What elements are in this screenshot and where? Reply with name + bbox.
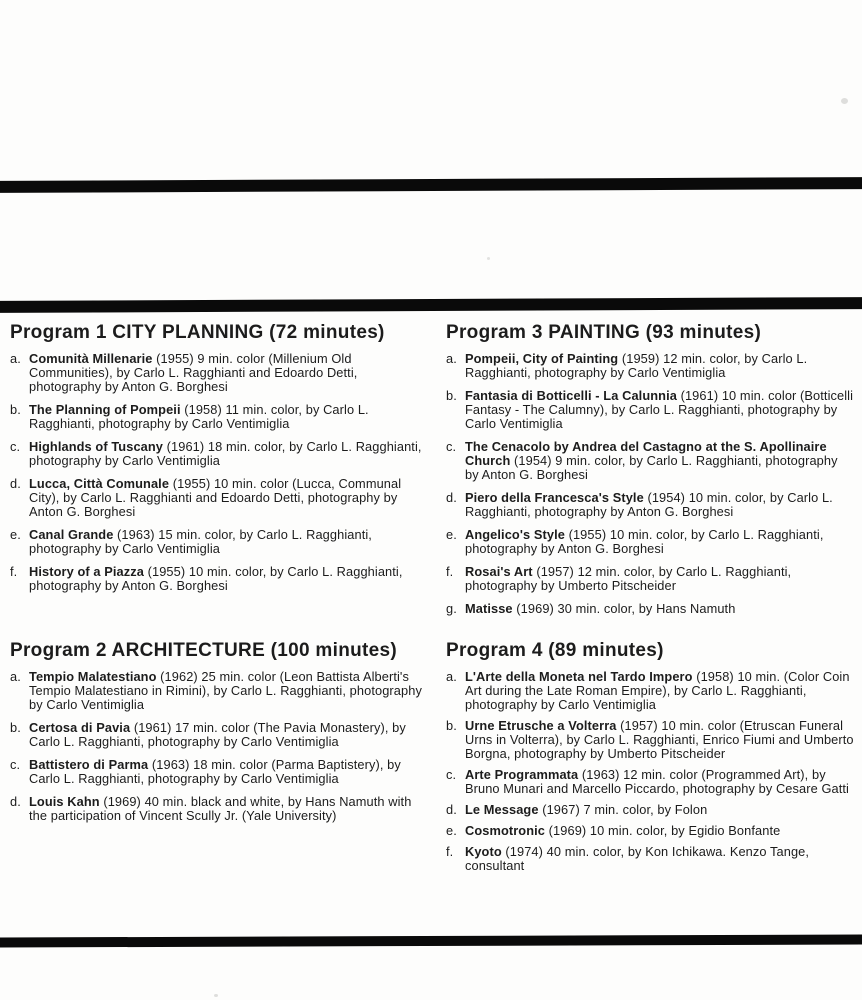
film-entry (446, 352, 854, 380)
film-details: (1958) 11 min. color, by Carlo L. Ragghianti, photography by Carlo Ventimiglia (29, 402, 369, 431)
film-entry (10, 528, 422, 556)
film-title: Arte Programmata (465, 767, 579, 782)
film-title: History of a Piazza (29, 564, 144, 579)
program-1-section (10, 322, 422, 593)
film-entry (10, 352, 422, 394)
film-letter: c. (10, 439, 21, 454)
film-letter: f. (446, 564, 454, 579)
film-letter: d. (446, 802, 457, 817)
film-letter: a. (446, 669, 457, 684)
film-entry (10, 721, 422, 749)
scan-artifact (214, 994, 218, 997)
film-title: Urne Etrusche a Volterra (465, 718, 617, 733)
film-letter: d. (446, 490, 457, 505)
film-details: (1955) 10 min. color (Lucca, Communal City), by Carlo L. Ragghianti and Edoardo Detti, photography by Anton G. Borghesi (29, 476, 402, 519)
film-title: Canal Grande (29, 527, 114, 542)
film-title: Angelico's Style (465, 527, 565, 542)
film-letter: b. (446, 718, 457, 733)
film-title: Louis Kahn (29, 794, 100, 809)
film-entry (446, 803, 854, 817)
horizontal-rule-bottom (0, 934, 862, 947)
film-title: Highlands of Tuscany (29, 439, 164, 454)
film-details: (1958) 10 min. (Color Coin Art during the Late Roman Empire), by Carlo L. Ragghianti, photography by Carlo Ventimiglia (465, 669, 850, 712)
program-2-section (10, 640, 422, 823)
film-entry (446, 440, 854, 482)
film-title: Pompeii, City of Painting (465, 351, 619, 366)
film-letter: e. (446, 527, 457, 542)
horizontal-rule-middle (0, 297, 862, 313)
film-entry (446, 528, 854, 556)
film-title: L'Arte della Moneta nel Tardo Impero (465, 669, 693, 684)
film-entry (446, 670, 854, 712)
film-entry (10, 795, 422, 823)
program-1-heading: Program 1 CITY PLANNING (72 minutes) (10, 322, 385, 343)
film-entry (10, 565, 422, 593)
program-4-section (446, 640, 854, 880)
film-title: Kyoto (465, 844, 502, 859)
film-title: Piero della Francesca's Style (465, 490, 644, 505)
film-details: (1961) 17 min. color (The Pavia Monastery), by Carlo L. Ragghianti, photography by Carlo Ventimiglia (29, 720, 406, 749)
film-title: Battistero di Parma (29, 757, 149, 772)
film-letter: e. (10, 527, 21, 542)
film-letter: d. (10, 794, 21, 809)
film-letter: a. (446, 351, 457, 366)
film-letter: b. (10, 720, 21, 735)
film-letter: f. (446, 844, 454, 859)
film-details: (1955) 9 min. color (Millenium Old Communities), by Carlo L. Ragghianti and Edoardo Detti, photography by Anton G. Borghesi (29, 351, 358, 394)
film-title: Matisse (465, 601, 513, 616)
film-details: (1974) 40 min. color, by Kon Ichikawa. Kenzo Tange, consultant (465, 844, 810, 873)
film-letter: f. (10, 564, 18, 579)
film-title: Comunità Millenarie (29, 351, 153, 366)
film-letter: c. (446, 439, 457, 454)
film-details: (1962) 25 min. color (Leon Battista Alberti's Tempio Malatestiano in Rimini), by Carlo L. Ragghianti, photography by Carlo Ventimiglia (29, 669, 422, 712)
film-title: The Planning of Pompeii (29, 402, 181, 417)
film-letter: g. (446, 601, 457, 616)
horizontal-rule-top (0, 177, 862, 193)
film-letter: b. (10, 402, 21, 417)
film-details: (1969) 10 min. color, by Egidio Bonfante (545, 823, 781, 838)
film-details: (1963) 15 min. color, by Carlo L. Ragghianti, photography by Carlo Ventimiglia (29, 527, 372, 556)
film-title: Lucca, Città Comunale (29, 476, 170, 491)
film-details: (1961) 18 min. color, by Carlo L. Ragghianti, photography by Carlo Ventimiglia (29, 439, 422, 468)
film-details: (1961) 10 min. color (Botticelli Fantasy - The Calumny), by Carlo L. Ragghianti, photography by Carlo Ventimiglia (465, 388, 854, 431)
film-entry (446, 491, 854, 519)
scan-artifact (841, 98, 848, 104)
film-title: Certosa di Pavia (29, 720, 131, 735)
film-details: (1969) 30 min. color, by Hans Namuth (512, 601, 736, 616)
film-letter: c. (10, 757, 21, 772)
film-entry (446, 565, 854, 593)
film-title: Rosai's Art (465, 564, 533, 579)
film-title: Fantasia di Botticelli - La Calunnia (465, 388, 677, 403)
film-title: Cosmotronic (465, 823, 546, 838)
program-3-heading: Program 3 PAINTING (93 minutes) (446, 322, 762, 343)
film-details: (1955) 10 min. color, by Carlo L. Ragghianti, photography by Anton G. Borghesi (465, 527, 824, 556)
film-details: (1954) 9 min. color, by Carlo L. Ragghianti, photography by Anton G. Borghesi (465, 453, 838, 482)
film-entry (10, 670, 422, 712)
film-details: (1959) 12 min. color, by Carlo L. Ragghianti, photography by Carlo Ventimiglia (465, 351, 808, 380)
film-title: Le Message (465, 802, 539, 817)
program-2-heading: Program 2 ARCHITECTURE (100 minutes) (10, 640, 397, 661)
film-entry (446, 719, 854, 761)
film-details: (1955) 10 min. color, by Carlo L. Ragghianti, photography by Anton G. Borghesi (29, 564, 403, 593)
film-details: (1963) 12 min. color (Programmed Art), by Bruno Munari and Marcello Piccardo, photography by Cesare Gatti (465, 767, 850, 796)
film-title: Tempio Malatestiano (29, 669, 157, 684)
film-entry (10, 477, 422, 519)
scan-artifact (487, 257, 490, 260)
film-entry (446, 824, 854, 838)
film-details: (1954) 10 min. color, by Carlo L. Ragghianti, photography by Anton G. Borghesi (465, 490, 833, 519)
film-letter: e. (446, 823, 457, 838)
film-entry (446, 768, 854, 796)
film-entry (10, 403, 422, 431)
film-entry (10, 758, 422, 786)
film-entry (10, 440, 422, 468)
film-details: (1957) 12 min. color, by Carlo L. Ragghianti, photography by Umberto Pitscheider (465, 564, 792, 593)
film-letter: a. (10, 351, 21, 366)
film-letter: c. (446, 767, 457, 782)
program-3-section (446, 322, 854, 616)
film-entry (446, 602, 854, 616)
film-details: (1963) 18 min. color (Parma Baptistery), by Carlo L. Ragghianti, photography by Carlo Ventimiglia (29, 757, 401, 786)
film-title: The Cenacolo by Andrea del Castagno at the S. Apollinaire Church (465, 439, 827, 468)
film-entry (446, 389, 854, 431)
film-details: (1969) 40 min. black and white, by Hans Namuth with the participation of Vincent Scully Jr. (Yale University) (29, 794, 412, 823)
film-letter: d. (10, 476, 21, 491)
film-details: (1967) 7 min. color, by Folon (538, 802, 708, 817)
program-4-heading: Program 4 (89 minutes) (446, 640, 664, 661)
film-letter: b. (446, 388, 457, 403)
film-details: (1957) 10 min. color (Etruscan Funeral Urns in Volterra), by Carlo L. Ragghianti, Enrico Fiumi and Umberto Borgna, photography by Umberto Pitscheider (465, 718, 854, 761)
film-letter: a. (10, 669, 21, 684)
film-entry (446, 845, 854, 873)
